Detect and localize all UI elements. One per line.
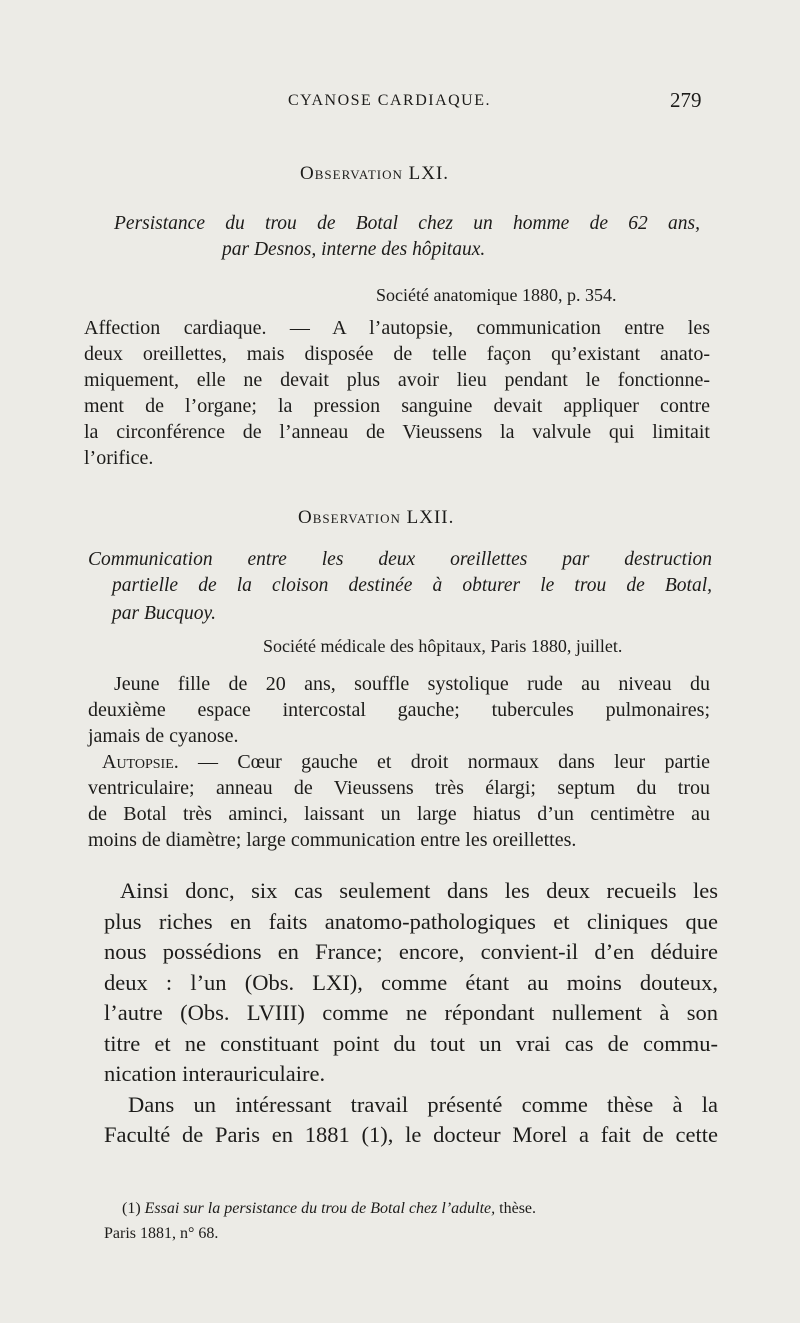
- text-line: deuxième espace intercostal gauche; tubercules pulmonaires;: [88, 699, 710, 721]
- text-line: titre et ne constituant point du tout un vrai cas de commu-: [104, 1030, 718, 1056]
- text-line: nous possédions en France; encore, convient-il d’en déduire: [104, 939, 718, 964]
- observation-61-source: Société anatomique 1880, p. 354.: [376, 285, 617, 305]
- observation-62-source: Société médicale des hôpitaux, Paris 1880, juillet.: [263, 636, 623, 656]
- footnote-line-1: (1) Essai sur la persistance du trou de Botal chez l’adulte, thèse.: [122, 1200, 537, 1217]
- autopsy-label: Autopsie.: [102, 751, 179, 773]
- text-line: miquement, elle ne devait plus avoir lieu pendant le fonctionne-: [84, 369, 710, 391]
- observation-62-subtitle-line: Communication entre les deux oreillettes par destruction: [88, 549, 712, 570]
- observation-62-subtitle-line: partielle de la cloison destinée à obturer le trou de Botal,: [112, 575, 712, 596]
- text-line: l’autre (Obs. LVIII) comme ne répondant nullement à son: [104, 1000, 718, 1025]
- observation-61-subtitle-line: Persistance du trou de Botal chez un homme de 62 ans,: [114, 213, 700, 234]
- observation-61-subtitle-line: par Desnos, interne des hôpitaux.: [222, 239, 486, 260]
- text-line: deux oreillettes, mais disposée de telle façon qu’existant anato-: [84, 343, 710, 365]
- text-line: de Botal très aminci, laissant un large hiatus d’un centimètre au: [88, 803, 710, 825]
- text-line: la circonférence de l’anneau de Vieussens la valvule qui limitait: [84, 421, 710, 443]
- autopsy-line: Autopsie. — Cœur gauche et droit normaux dans leur partie: [102, 751, 711, 773]
- text-line: l’orifice.: [84, 447, 154, 469]
- text-line: deux : l’un (Obs. LXI), comme étant au moins douteux,: [104, 969, 718, 995]
- footnote-marker: (1): [122, 1200, 141, 1217]
- main-text: [104, 876, 718, 1151]
- text-line: Jeune fille de 20 ans, souffle systolique rude au niveau du: [114, 673, 710, 695]
- running-header: CYANOSE CARDIAQUE.: [288, 92, 492, 109]
- observation-62-subtitle-line: par Bucquoy.: [112, 603, 216, 624]
- footnote-title: Essai sur la persistance du trou de Botal chez l’adulte,: [144, 1200, 496, 1217]
- observation-61-title: Observation LXI.: [300, 163, 450, 184]
- text-line: Dans un intéressant travail présenté comme thèse à la: [128, 1091, 718, 1117]
- text-line: Affection cardiaque. — A l’autopsie, communication entre les: [84, 317, 710, 339]
- text-line: nication interauriculaire.: [104, 1061, 326, 1086]
- text-line: ment de l’organe; la pression sanguine devait appliquer contre: [84, 395, 710, 417]
- text-line: moins de diamètre; large communication entre les oreillettes.: [88, 829, 577, 851]
- footnote-line-2: Paris 1881, n° 68.: [104, 1225, 219, 1242]
- text-line: Ainsi donc, six cas seulement dans les deux recueils les: [120, 878, 718, 903]
- observation-61-body: [84, 315, 710, 471]
- text-line: Faculté de Paris en 1881 (1), le docteur Morel a fait de cette: [104, 1122, 718, 1147]
- text-line: plus riches en faits anatomo-pathologiques et cliniques que: [104, 908, 718, 934]
- observation-62-title: Observation LXII.: [298, 507, 455, 528]
- text-line: jamais de cyanose.: [88, 725, 239, 747]
- text-line: ventriculaire; anneau de Vieussens très élargi; septum du trou: [88, 777, 710, 799]
- page-number: 279: [670, 88, 702, 112]
- observation-62-body: [88, 671, 710, 853]
